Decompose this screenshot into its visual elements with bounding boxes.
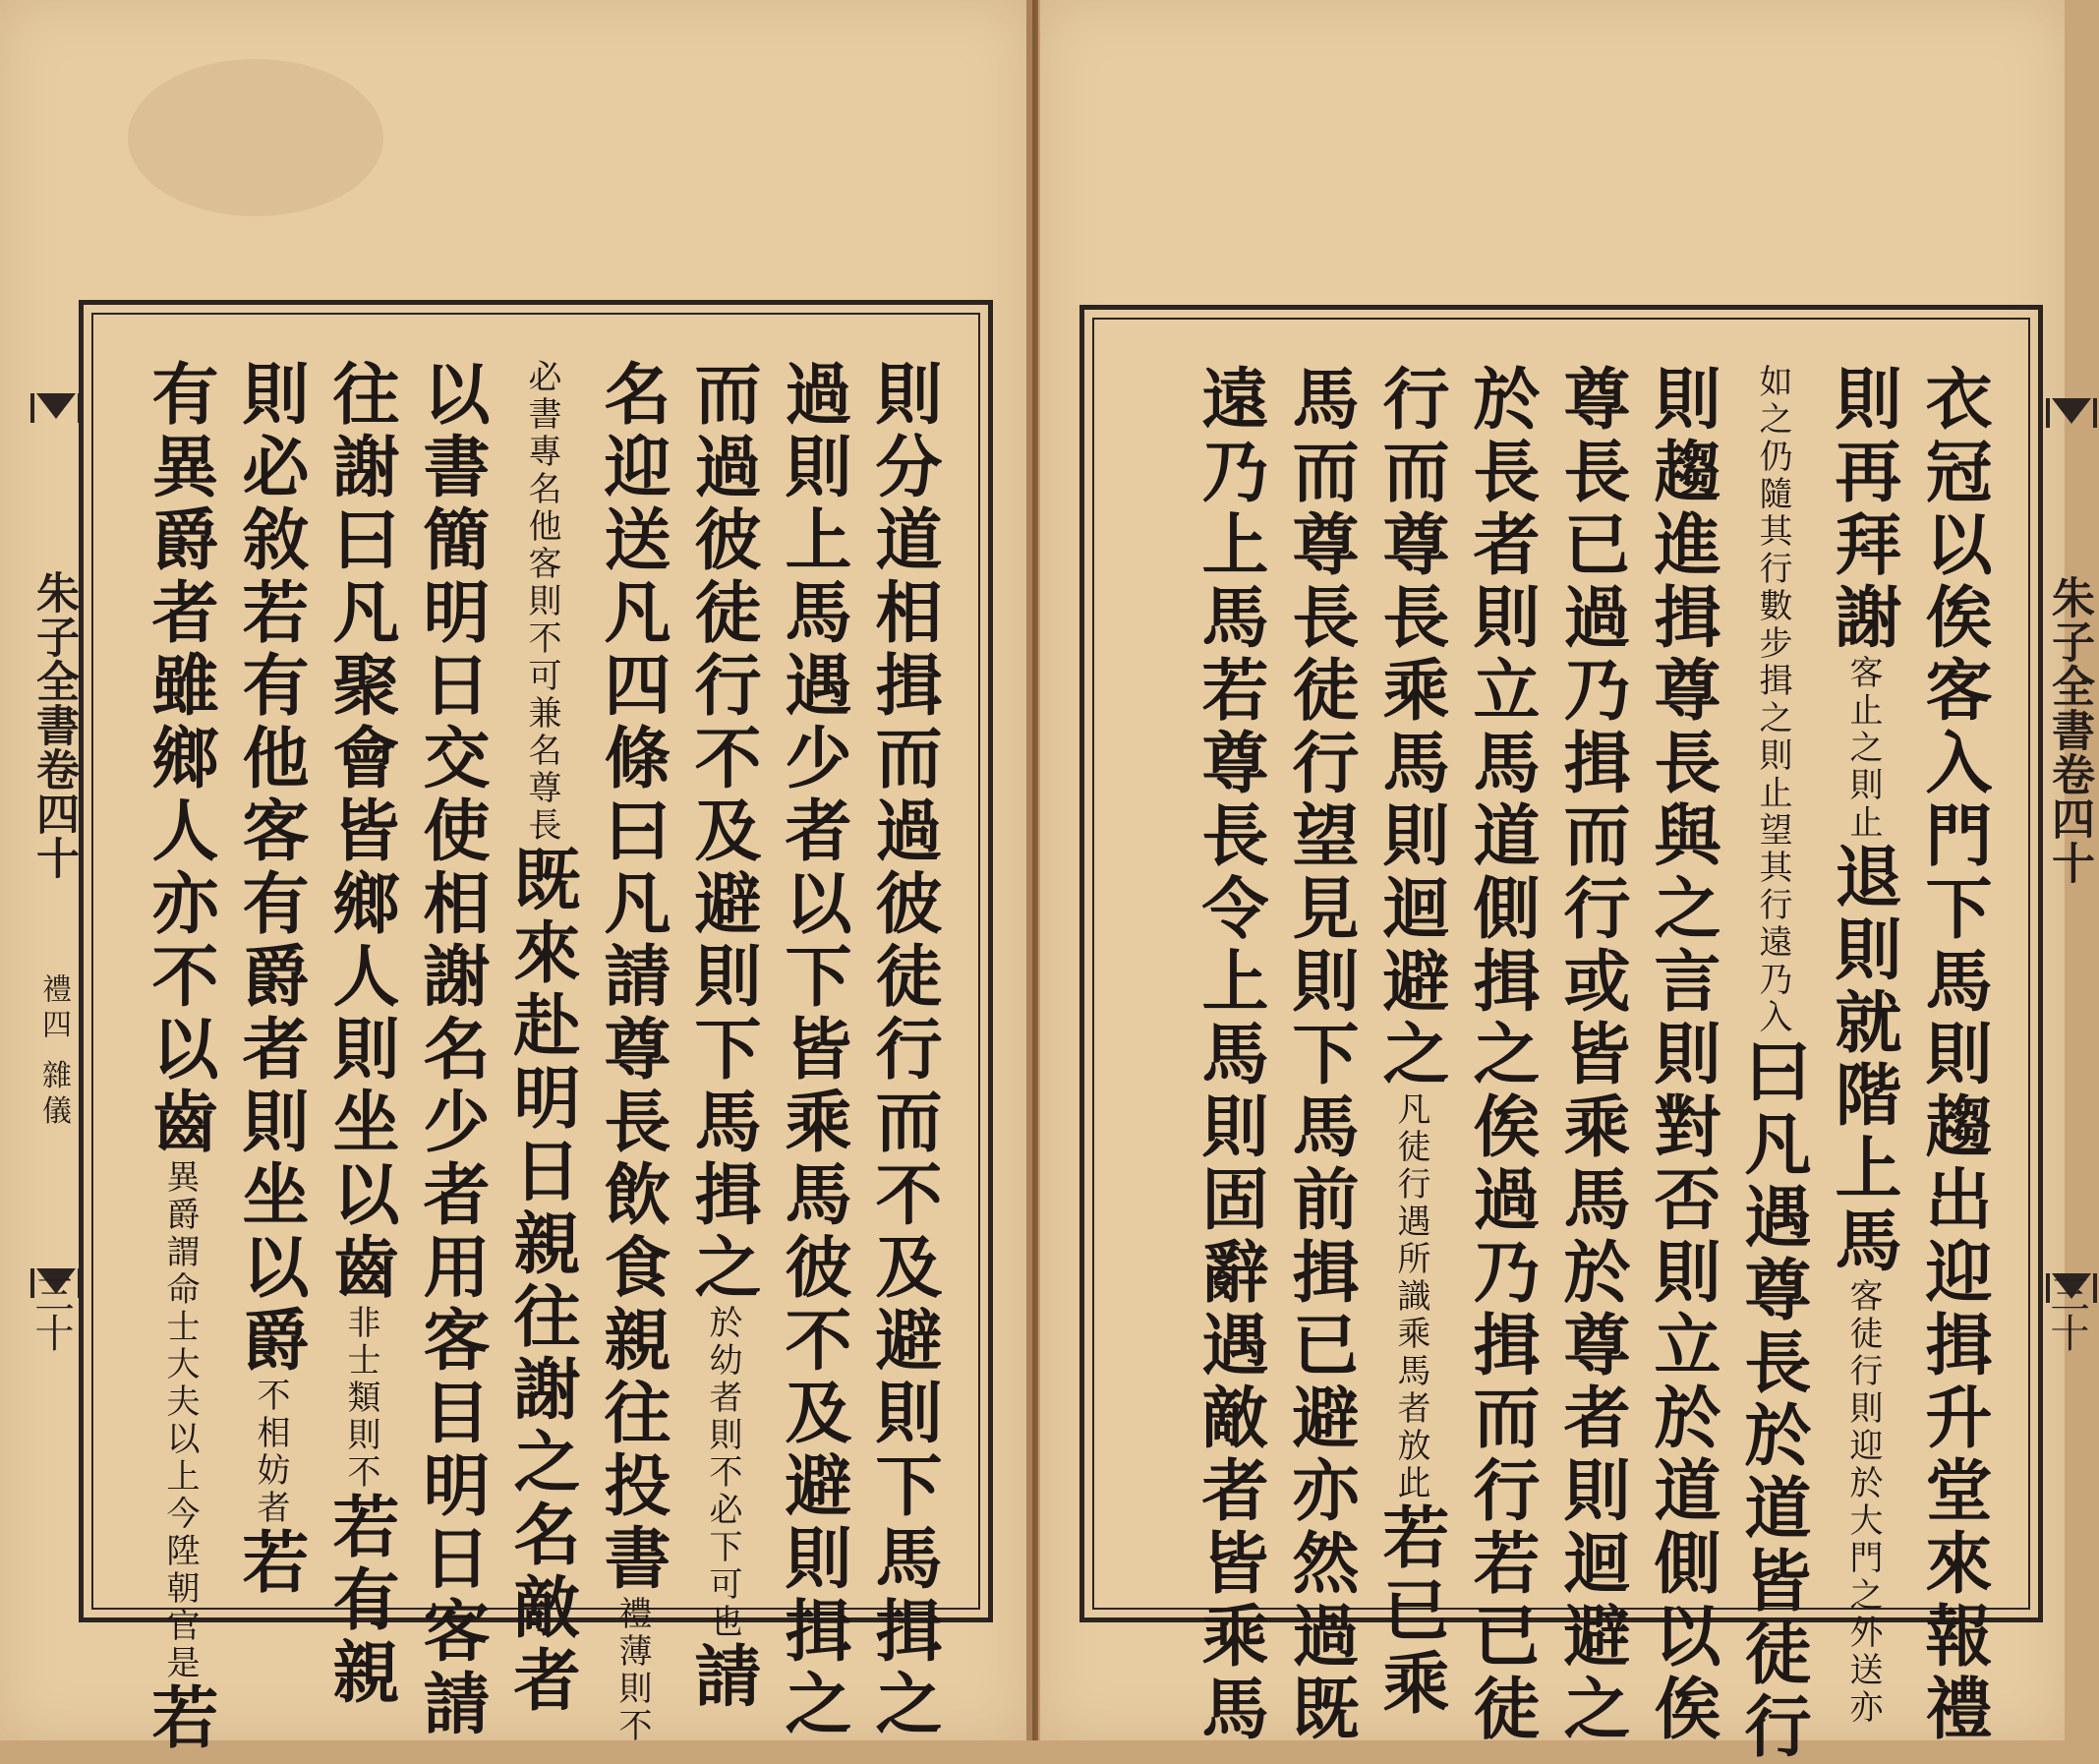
fishtail-top-icon <box>2046 398 2097 428</box>
commentary-note: 如之仍隨其行數步揖之則止望其行遠乃入 <box>1753 364 1792 1036</box>
banxin-title: 朱子全書卷四十 <box>29 570 79 880</box>
text-column: 名迎送凡四條曰凡請尊長飲食親往投書禮薄則不 <box>593 359 671 1745</box>
commentary-note: 必書專名他客則不可兼名尊長 <box>522 359 561 845</box>
text-column: 有異爵者雖鄉人亦不以齒異爵謂命士大夫以上今陞朝官是若 <box>141 359 219 1755</box>
text-column: 則分道相揖而過彼徒行而不及避則下馬揖之 <box>864 359 943 1741</box>
text-column: 於長者則立馬道側揖之俟過乃揖而行若已徒 <box>1462 364 1541 1746</box>
right-text-block <box>1114 364 1999 1764</box>
left-text-block <box>123 359 949 1755</box>
text-column: 過則上馬遇少者以下皆乘馬彼不及避則揖之 <box>774 359 852 1741</box>
fishtail-top-icon <box>30 393 82 423</box>
text-column: 往謝曰凡聚會皆鄉人則坐以齒非士類則不若有親 <box>321 359 400 1710</box>
banxin-title: 朱子全書卷四十 <box>2044 575 2094 885</box>
banxin-page-number: 三十 <box>29 1273 74 1352</box>
text-column: 則再拜謝客止之則止退則就階上馬客徒行則迎於大門之外送亦 <box>1824 364 1902 1727</box>
commentary-note: 不相妨者 <box>251 1378 290 1527</box>
commentary-note: 客止之則止 <box>1843 655 1883 842</box>
right-banxin <box>2038 310 2099 1617</box>
banxin-page-number: 三十 <box>2044 1273 2089 1352</box>
left-page-border <box>29 300 993 1755</box>
commentary-note: 於幼者則不必下可也 <box>703 1305 742 1641</box>
text-column: 必書專名他客則不可兼名尊長既來赴明日親往謝之名敵者 <box>502 359 581 1718</box>
paper-stain <box>128 59 383 216</box>
right-page-border <box>1079 305 2094 1764</box>
commentary-note: 凡徒行遇所識乘馬者放此 <box>1391 1091 1430 1502</box>
left-banxin <box>23 305 84 1617</box>
left-page <box>0 0 1032 1755</box>
banxin-section: 禮四 雜儀 <box>36 973 71 1131</box>
text-column: 以書簡明日交使相謝名少者用客目明日客請 <box>412 359 491 1741</box>
commentary-note: 客徒行則迎於大門之外送亦 <box>1843 1278 1883 1727</box>
text-column: 行而尊長乘馬則迴避之凡徒行遇所識乘馬者放此若已乘 <box>1371 364 1450 1721</box>
text-column: 衣冠以俟客入門下馬則趨出迎揖升堂來報禮 <box>1914 364 1993 1746</box>
text-column: 馬而尊長徒行望見則下馬前揖已避亦然過既 <box>1281 364 1360 1746</box>
text-column: 尊長已過乃揖而行或皆乘馬於尊者則迴避之 <box>1552 364 1631 1746</box>
right-page <box>1038 0 2094 1764</box>
commentary-note: 非士類則不 <box>341 1305 380 1492</box>
text-column: 則必敘若有他客有爵者則坐以爵不相妨者若 <box>231 359 310 1600</box>
text-column: 遠乃上馬若尊長令上馬則固辭遇敵者皆乘馬 <box>1191 364 1269 1746</box>
commentary-note: 禮薄則不 <box>612 1596 652 1745</box>
commentary-note: 異爵謂命士大夫以上今陞朝官是 <box>160 1159 200 1682</box>
text-column: 而過彼徒行不及避則下馬揖之於幼者則不必下可也請 <box>683 359 762 1714</box>
text-column: 則趨進揖尊長與之言則對否則立於道側以俟 <box>1643 364 1721 1746</box>
text-column: 如之仍隨其行數步揖之則止望其行遠乃入曰凡遇尊長於道皆徒行 <box>1733 364 1812 1764</box>
